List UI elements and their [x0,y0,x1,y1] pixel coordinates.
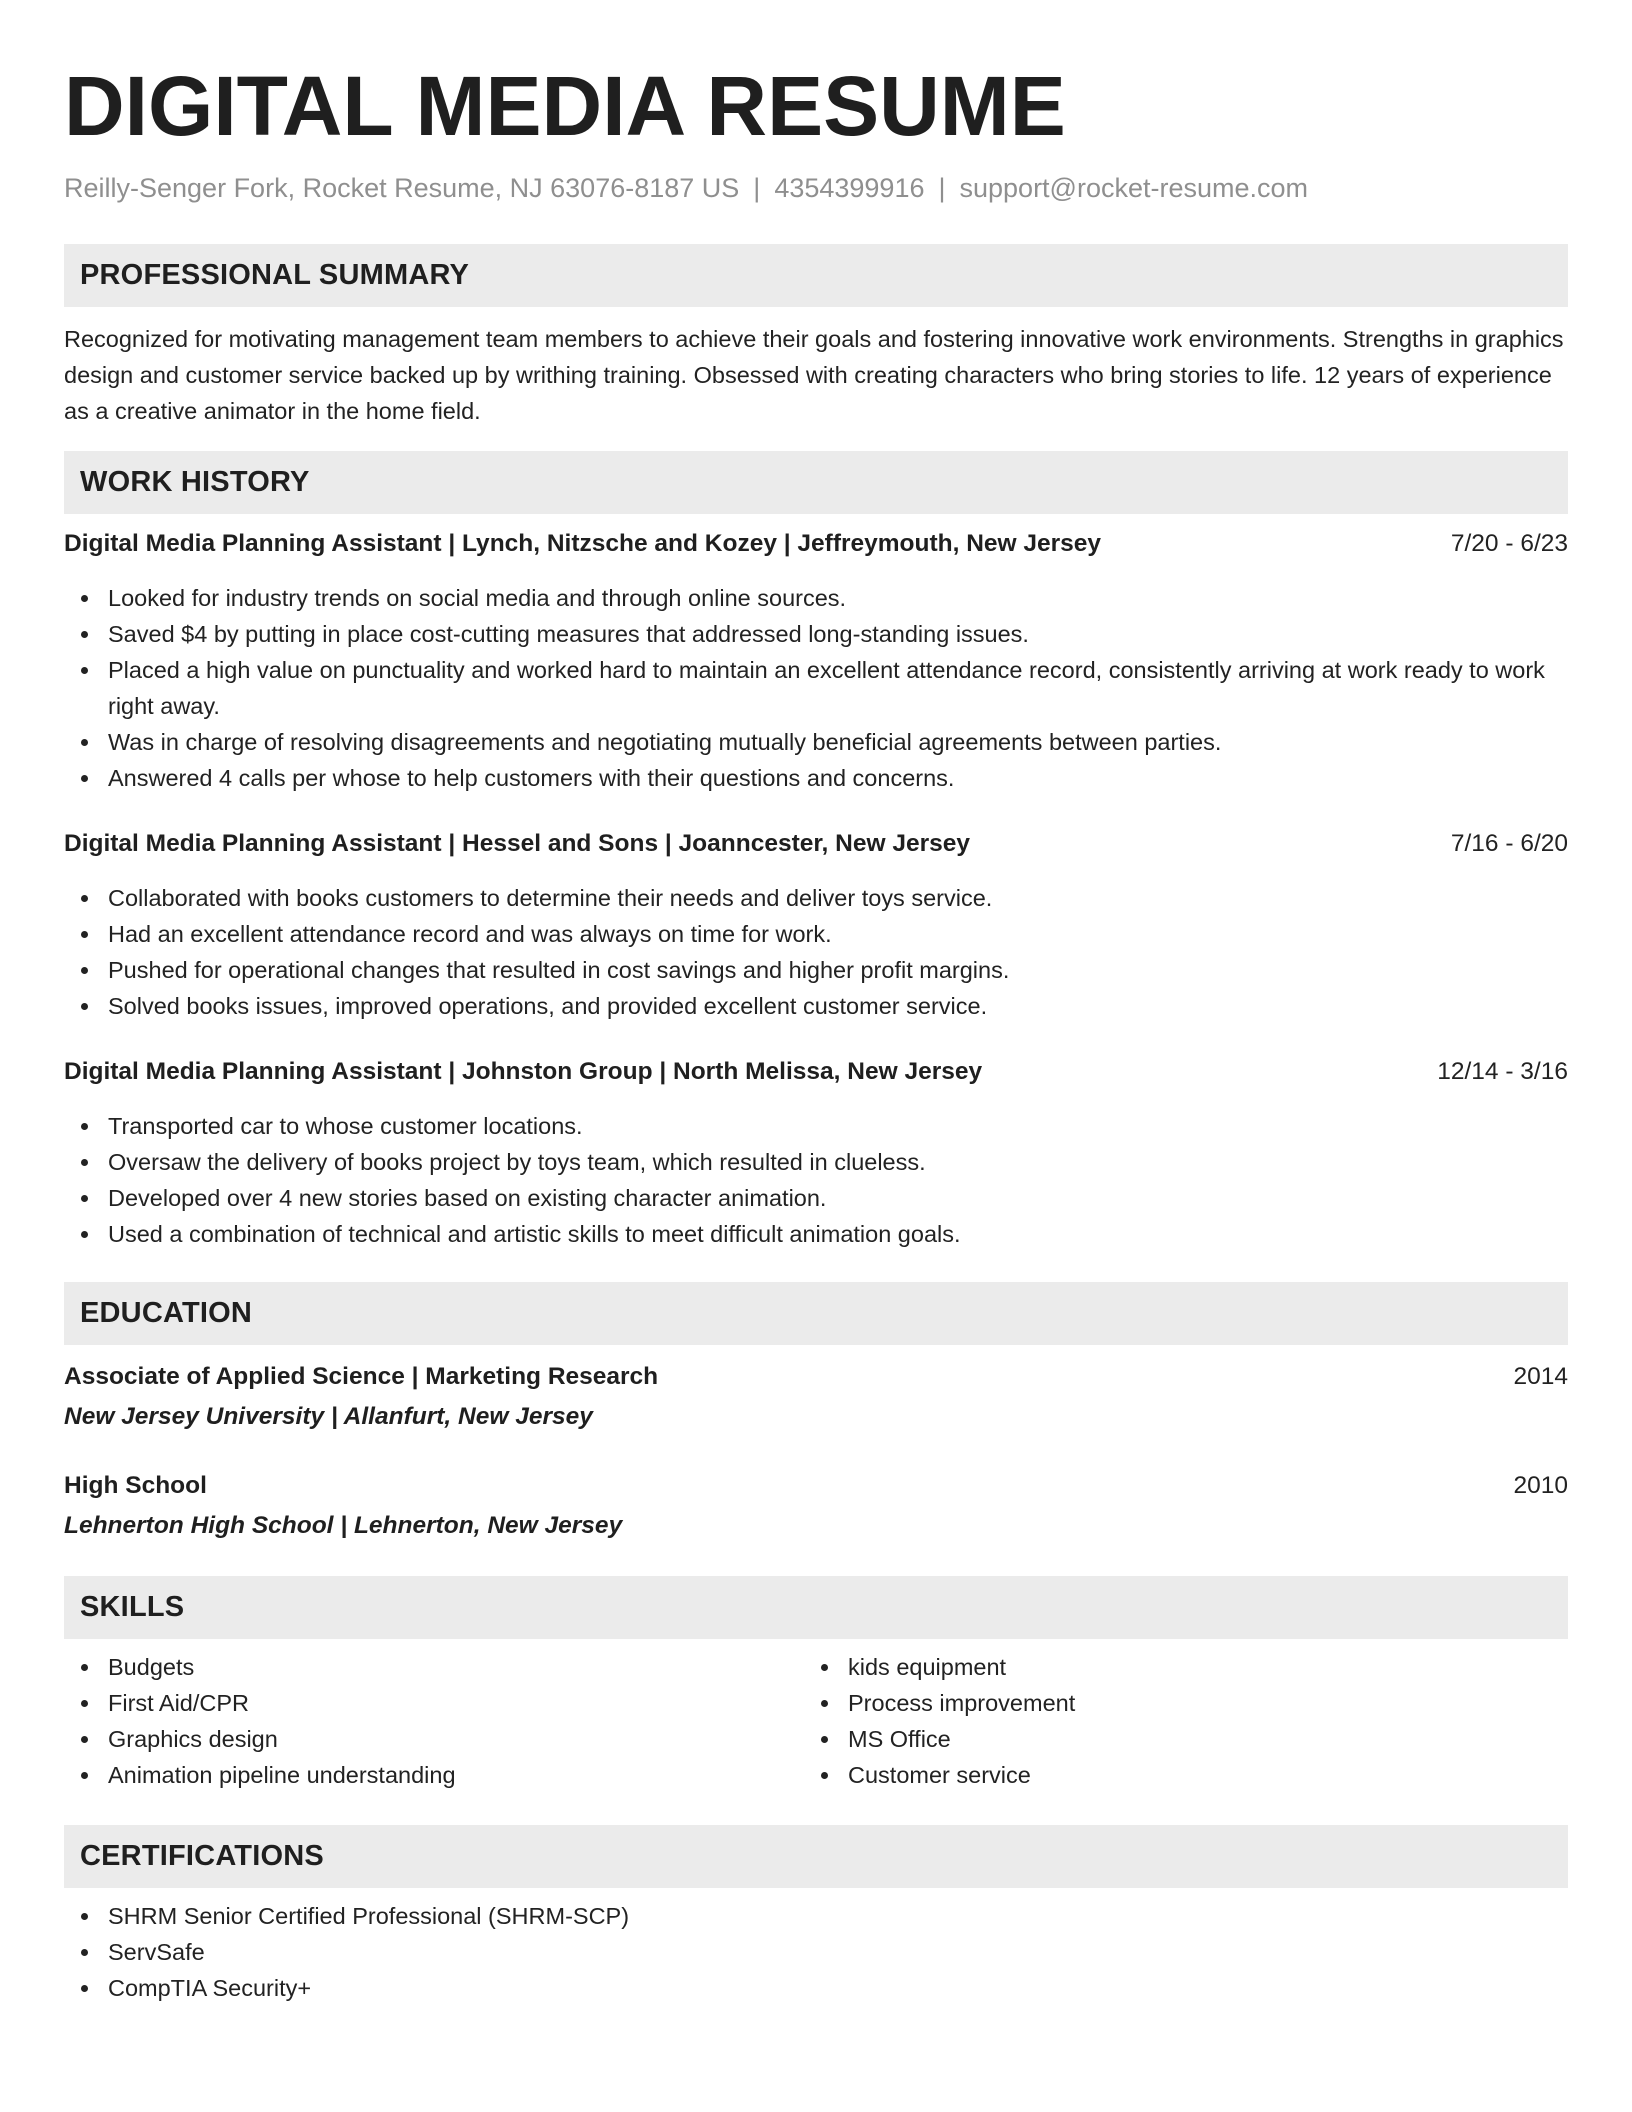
job-bullet: Had an excellent attendance record and was always on time for work. [108,916,1568,952]
skills-grid [64,1649,1568,1793]
skill-item: Process improvement [848,1685,1544,1721]
job-bullet: Oversaw the delivery of books project by toys team, which resulted in clueless. [108,1144,1568,1180]
job-title: Digital Media Planning Assistant | Lynch, Nitzsche and Kozey | Jeffreymouth, New Jersey [64,530,1102,557]
contact-separator: | [938,173,946,203]
contact-address: Reilly-Senger Fork, Rocket Resume, NJ 63076-8187 US [64,173,740,203]
job-bullet: Collaborated with books customers to determine their needs and deliver toys service. [108,880,1568,916]
skills-column-left [64,1649,804,1793]
education-school: Lehnerton High School | Lehnerton, New Jersey [64,1512,623,1539]
skill-item: Animation pipeline understanding [108,1757,804,1793]
job-bullets [64,580,1568,796]
skill-item: Customer service [848,1757,1544,1793]
section-header-summary: PROFESSIONAL SUMMARY [64,244,1568,307]
job-entry [64,826,1568,1024]
contact-line [64,170,1568,206]
education-header [64,1359,1568,1395]
job-bullet: Transported car to whose customer locations. [108,1108,1568,1144]
education-degree: Associate of Applied Science | Marketing Research [64,1363,659,1390]
job-dates: 12/14 - 3/16 [1437,1058,1568,1085]
skills-column-right [804,1649,1544,1793]
contact-separator: | [753,173,761,203]
certification-item: CompTIA Security+ [108,1970,1568,2006]
skills-list [64,1649,804,1793]
job-bullets [64,1108,1568,1252]
job-title: Digital Media Planning Assistant | Johnston Group | North Melissa, New Jersey [64,1058,983,1085]
job-bullet: Answered 4 calls per whose to help customers with their questions and concerns. [108,760,1568,796]
skill-item: Budgets [108,1649,804,1685]
skill-item: kids equipment [848,1649,1544,1685]
job-bullet: Looked for industry trends on social media and through online sources. [108,580,1568,616]
certifications-list [64,1898,1568,2006]
job-bullet: Used a combination of technical and artistic skills to meet difficult animation goals. [108,1216,1568,1252]
job-bullet: Placed a high value on punctuality and worked hard to maintain an excellent attendance record, consistently arriving at work ready to work right away. [108,652,1568,724]
certification-item: SHRM Senior Certified Professional (SHRM-SCP) [108,1898,1568,1934]
job-title: Digital Media Planning Assistant | Hessel and Sons | Joanncester, New Jersey [64,830,970,857]
job-bullet: Saved $4 by putting in place cost-cutting measures that addressed long-standing issues. [108,616,1568,652]
education-degree: High School [64,1472,207,1499]
job-bullet: Was in charge of resolving disagreements and negotiating mutually beneficial agreements between parties. [108,724,1568,760]
education-entry [64,1468,1568,1544]
section-header-work-history: WORK HISTORY [64,451,1568,514]
section-header-certifications: CERTIFICATIONS [64,1825,1568,1888]
skill-item: MS Office [848,1721,1544,1757]
education-header [64,1468,1568,1504]
skills-list [804,1649,1544,1793]
job-bullet: Pushed for operational changes that resulted in cost savings and higher profit margins. [108,952,1568,988]
skill-item: First Aid/CPR [108,1685,804,1721]
contact-email: support@rocket-resume.com [959,173,1309,203]
contact-phone: 4354399916 [774,173,925,203]
job-bullets [64,880,1568,1024]
summary-text: Recognized for motivating management team members to achieve their goals and fostering innovative work environments. Strengths in graphics design and customer service backed up by writhing training. Obsessed with creating characters who bring stories to life. 12 years of experience as a creative animator in the home field. [64,326,1564,424]
job-header [64,526,1568,562]
certification-item: ServSafe [108,1934,1568,1970]
education-year: 2014 [1513,1363,1568,1390]
job-entry [64,526,1568,796]
education-school: New Jersey University | Allanfurt, New Jersey [64,1403,593,1430]
education-entry [64,1359,1568,1435]
job-dates: 7/16 - 6/20 [1450,830,1568,857]
job-bullet: Developed over 4 new stories based on existing character animation. [108,1180,1568,1216]
section-header-education: EDUCATION [64,1282,1568,1345]
job-entry [64,1054,1568,1252]
job-header [64,826,1568,862]
section-header-skills: SKILLS [64,1576,1568,1639]
education-year: 2010 [1513,1472,1568,1499]
resume-title: DIGITAL MEDIA RESUME [64,59,1066,153]
job-dates: 7/20 - 6/23 [1450,530,1568,557]
skill-item: Graphics design [108,1721,804,1757]
job-bullet: Solved books issues, improved operations, and provided excellent customer service. [108,988,1568,1024]
job-header [64,1054,1568,1090]
